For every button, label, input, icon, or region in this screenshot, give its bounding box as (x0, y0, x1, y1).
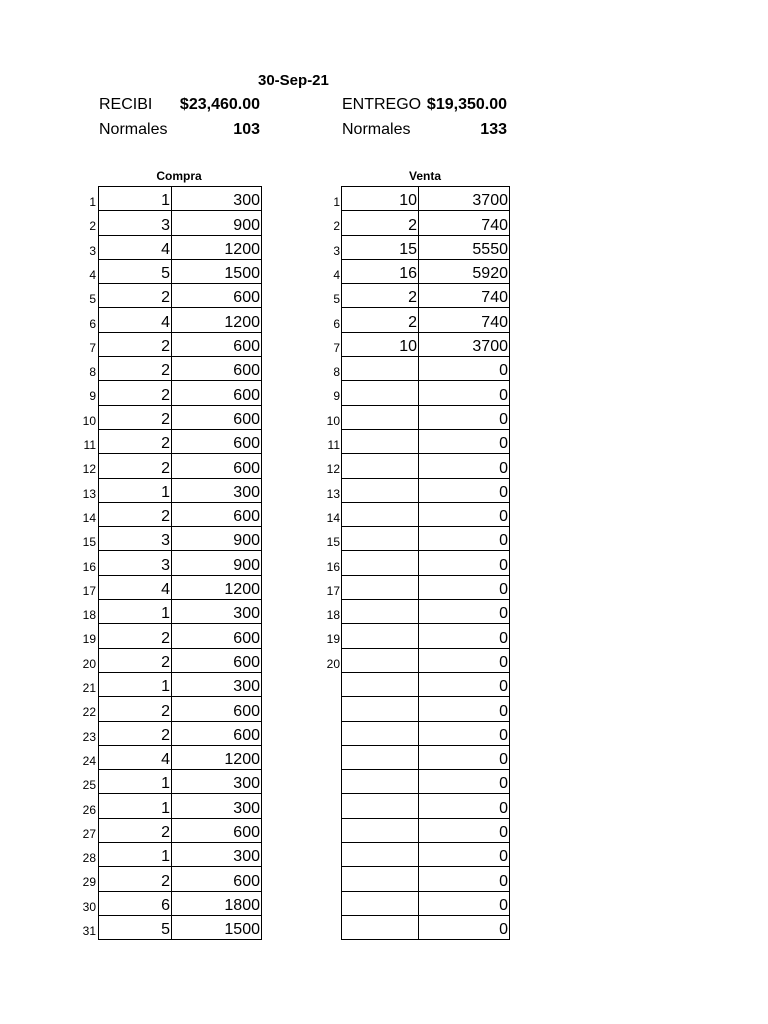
row-number: 17 (82, 583, 96, 598)
purchase-amount-cell[interactable]: 900 (172, 211, 262, 235)
sale-amount-cell[interactable]: 740 (419, 308, 510, 332)
purchase-amount-cell[interactable]: 600 (172, 405, 262, 429)
report-date: 30-Sep-21 (258, 72, 329, 89)
sale-qty-cell[interactable] (342, 818, 419, 842)
sale-qty-cell[interactable] (342, 915, 419, 939)
sale-qty-cell[interactable] (342, 429, 419, 453)
purchase-amount-cell[interactable]: 600 (172, 454, 262, 478)
purchase-row (99, 867, 262, 891)
purchase-row (99, 794, 262, 818)
sale-qty-cell[interactable]: 10 (342, 332, 419, 356)
sale-amount-cell[interactable]: 0 (419, 745, 510, 769)
purchase-caption: Compra (156, 169, 202, 183)
purchase-qty-cell[interactable]: 1 (99, 843, 172, 867)
sale-amount-cell[interactable]: 0 (419, 502, 510, 526)
purchase-qty-cell[interactable]: 2 (99, 697, 172, 721)
row-number: 30 (82, 899, 96, 914)
sale-row (342, 381, 510, 405)
purchase-qty-cell[interactable]: 1 (99, 770, 172, 794)
sale-qty-cell[interactable] (342, 843, 419, 867)
sale-amount-cell[interactable]: 5920 (419, 259, 510, 283)
row-number: 6 (89, 316, 96, 331)
purchase-row (99, 284, 262, 308)
sale-amount-cell[interactable]: 3700 (419, 332, 510, 356)
purchase-row (99, 745, 262, 769)
row-number: 25 (82, 778, 96, 793)
row-number: 8 (89, 365, 96, 380)
purchase-row (99, 259, 262, 283)
sale-amount-cell[interactable]: 0 (419, 843, 510, 867)
row-number: 20 (326, 656, 340, 671)
sale-row (342, 284, 510, 308)
purchase-row (99, 843, 262, 867)
sale-qty-cell[interactable] (342, 672, 419, 696)
sale-qty-cell[interactable]: 10 (342, 187, 419, 211)
purchase-qty-cell[interactable]: 6 (99, 891, 172, 915)
row-number: 16 (82, 559, 96, 574)
sale-row (342, 843, 510, 867)
row-number: 5 (333, 292, 340, 307)
purchase-qty-cell[interactable]: 1 (99, 794, 172, 818)
sale-amount-cell[interactable]: 0 (419, 381, 510, 405)
purchase-amount-cell[interactable]: 600 (172, 818, 262, 842)
purchase-amount-cell[interactable]: 600 (172, 429, 262, 453)
sale-amount-cell[interactable]: 0 (419, 624, 510, 648)
row-number: 24 (82, 753, 96, 768)
purchase-row (99, 915, 262, 939)
purchase-amount-cell[interactable]: 300 (172, 794, 262, 818)
sale-amount-cell[interactable]: 0 (419, 648, 510, 672)
sale-qty-cell[interactable] (342, 648, 419, 672)
sale-amount-cell[interactable]: 0 (419, 915, 510, 939)
sale-row (342, 211, 510, 235)
purchase-qty-cell[interactable]: 4 (99, 235, 172, 259)
purchase-row (99, 308, 262, 332)
purchase-qty-cell[interactable]: 3 (99, 527, 172, 551)
row-number: 26 (82, 802, 96, 817)
row-number: 15 (326, 535, 340, 550)
row-number: 12 (82, 462, 96, 477)
sale-amount-cell[interactable]: 0 (419, 891, 510, 915)
sale-qty-cell[interactable] (342, 551, 419, 575)
purchase-qty-cell[interactable]: 2 (99, 381, 172, 405)
row-number: 8 (333, 365, 340, 380)
row-number: 18 (326, 608, 340, 623)
row-number: 3 (89, 243, 96, 258)
sale-amount-cell[interactable]: 0 (419, 600, 510, 624)
sale-qty-cell[interactable]: 2 (342, 308, 419, 332)
row-number: 27 (82, 826, 96, 841)
sale-row (342, 527, 510, 551)
delivered-amount: $19,350.00 (426, 96, 507, 113)
purchase-qty-cell[interactable]: 2 (99, 867, 172, 891)
sale-qty-cell[interactable] (342, 721, 419, 745)
sale-amount-cell[interactable]: 0 (419, 575, 510, 599)
purchase-row (99, 697, 262, 721)
purchase-qty-cell[interactable]: 1 (99, 478, 172, 502)
sale-row (342, 770, 510, 794)
purchase-row (99, 770, 262, 794)
sale-amount-cell[interactable]: 0 (419, 697, 510, 721)
purchase-row (99, 332, 262, 356)
sale-row (342, 818, 510, 842)
purchase-row (99, 600, 262, 624)
purchase-amount-cell[interactable]: 1200 (172, 235, 262, 259)
sale-amount-cell[interactable]: 0 (419, 527, 510, 551)
sale-amount-cell[interactable]: 0 (419, 551, 510, 575)
sale-row (342, 891, 510, 915)
row-number: 28 (82, 851, 96, 866)
row-number: 2 (89, 219, 96, 234)
purchase-amount-cell[interactable]: 300 (172, 600, 262, 624)
sale-row (342, 624, 510, 648)
purchase-amount-cell[interactable]: 600 (172, 502, 262, 526)
row-number: 7 (333, 340, 340, 355)
purchase-amount-cell[interactable]: 900 (172, 527, 262, 551)
received-amount: $23,460.00 (179, 96, 260, 113)
row-number: 1 (89, 195, 96, 209)
row-number: 13 (82, 486, 96, 501)
sale-amount-cell[interactable]: 0 (419, 721, 510, 745)
sale-row (342, 867, 510, 891)
received-label: RECIBI (99, 96, 153, 113)
sale-row (342, 187, 510, 211)
purchase-row (99, 624, 262, 648)
purchase-amount-cell[interactable]: 600 (172, 284, 262, 308)
right-normales-label: Normales (342, 121, 411, 138)
row-number: 15 (82, 535, 96, 550)
row-number: 5 (89, 292, 96, 307)
purchase-row (99, 187, 262, 211)
sale-row (342, 308, 510, 332)
row-number: 7 (89, 340, 96, 355)
row-number: 11 (327, 438, 340, 452)
row-number: 22 (82, 705, 96, 720)
sale-row (342, 478, 510, 502)
row-number: 29 (82, 875, 96, 890)
sale-row (342, 551, 510, 575)
purchase-row (99, 575, 262, 599)
purchase-qty-cell[interactable]: 2 (99, 624, 172, 648)
row-number: 14 (82, 510, 96, 525)
row-number: 2 (333, 219, 340, 234)
row-number: 31 (82, 924, 96, 938)
purchase-qty-cell[interactable]: 4 (99, 745, 172, 769)
row-number: 10 (82, 413, 96, 428)
sale-caption: Venta (408, 169, 441, 183)
sale-row (342, 429, 510, 453)
row-number: 16 (326, 559, 340, 574)
sale-amount-cell[interactable]: 0 (419, 478, 510, 502)
purchase-qty-cell[interactable]: 2 (99, 284, 172, 308)
purchase-qty-cell[interactable]: 3 (99, 211, 172, 235)
sale-row (342, 794, 510, 818)
purchase-qty-cell[interactable]: 2 (99, 332, 172, 356)
purchase-row (99, 527, 262, 551)
purchase-qty-cell[interactable]: 2 (99, 357, 172, 381)
sale-amount-cell[interactable]: 0 (419, 405, 510, 429)
row-number: 19 (82, 632, 96, 647)
sale-row (342, 454, 510, 478)
purchase-qty-cell[interactable]: 1 (99, 600, 172, 624)
purchase-qty-cell[interactable]: 1 (99, 187, 172, 211)
sale-qty-cell[interactable]: 2 (342, 284, 419, 308)
purchase-row (99, 211, 262, 235)
row-number: 1 (333, 195, 340, 209)
row-number: 11 (83, 438, 96, 452)
purchase-amount-cell[interactable]: 600 (172, 332, 262, 356)
sale-row (342, 235, 510, 259)
sale-qty-cell[interactable] (342, 478, 419, 502)
sale-amount-cell[interactable]: 0 (419, 672, 510, 696)
purchase-amount-cell[interactable]: 900 (172, 551, 262, 575)
row-number: 13 (326, 486, 340, 501)
sale-qty-cell[interactable] (342, 891, 419, 915)
purchase-row (99, 478, 262, 502)
purchase-qty-cell[interactable]: 3 (99, 551, 172, 575)
purchase-row (99, 891, 262, 915)
purchase-row (99, 721, 262, 745)
purchase-amount-cell[interactable]: 600 (172, 648, 262, 672)
sale-qty-cell[interactable]: 16 (342, 259, 419, 283)
purchase-row (99, 551, 262, 575)
row-number: 10 (326, 413, 340, 428)
purchase-amount-cell[interactable]: 600 (172, 381, 262, 405)
purchase-row (99, 405, 262, 429)
purchase-amount-cell[interactable]: 300 (172, 770, 262, 794)
purchase-qty-cell[interactable]: 2 (99, 454, 172, 478)
purchase-amount-cell[interactable]: 1500 (172, 259, 262, 283)
purchase-amount-cell[interactable]: 1800 (172, 891, 262, 915)
sale-qty-cell[interactable] (342, 794, 419, 818)
purchase-qty-cell[interactable]: 2 (99, 721, 172, 745)
purchase-qty-cell[interactable]: 2 (99, 429, 172, 453)
sale-row (342, 672, 510, 696)
sale-row (342, 332, 510, 356)
purchase-amount-cell[interactable]: 300 (172, 187, 262, 211)
sale-qty-cell[interactable]: 15 (342, 235, 419, 259)
purchase-row (99, 648, 262, 672)
purchase-row (99, 818, 262, 842)
sale-qty-cell[interactable] (342, 867, 419, 891)
sale-row (342, 721, 510, 745)
sale-qty-cell[interactable] (342, 357, 419, 381)
purchase-row (99, 429, 262, 453)
purchase-qty-cell[interactable]: 5 (99, 259, 172, 283)
row-number: 14 (326, 510, 340, 525)
purchase-row (99, 357, 262, 381)
row-number: 9 (89, 389, 96, 404)
sale-amount-cell[interactable]: 0 (419, 867, 510, 891)
purchase-amount-cell[interactable]: 300 (172, 672, 262, 696)
sale-row (342, 745, 510, 769)
row-number: 4 (333, 267, 340, 282)
purchase-row (99, 381, 262, 405)
sale-amount-cell[interactable]: 5550 (419, 235, 510, 259)
purchase-row (99, 235, 262, 259)
sale-row (342, 915, 510, 939)
purchase-row (99, 502, 262, 526)
sale-qty-cell[interactable] (342, 745, 419, 769)
purchase-qty-cell[interactable]: 1 (99, 672, 172, 696)
sale-table (341, 186, 510, 940)
sale-row (342, 405, 510, 429)
delivered-label: ENTREGO (342, 96, 422, 113)
purchase-qty-cell[interactable]: 4 (99, 575, 172, 599)
sale-amount-cell[interactable]: 740 (419, 284, 510, 308)
row-number: 12 (326, 462, 340, 477)
sale-amount-cell[interactable]: 0 (419, 454, 510, 478)
purchase-table (98, 186, 262, 940)
purchase-amount-cell[interactable]: 300 (172, 843, 262, 867)
purchase-amount-cell[interactable]: 600 (172, 624, 262, 648)
row-number: 4 (89, 267, 96, 282)
right-normales-value: 133 (480, 121, 507, 138)
sale-qty-cell[interactable] (342, 502, 419, 526)
purchase-amount-cell[interactable]: 1200 (172, 745, 262, 769)
left-normales-label: Normales (99, 121, 168, 138)
sale-row (342, 600, 510, 624)
row-number: 17 (326, 583, 340, 598)
left-normales-value: 103 (233, 121, 260, 138)
sale-amount-cell[interactable]: 0 (419, 770, 510, 794)
row-number: 23 (82, 729, 96, 744)
sale-qty-cell[interactable] (342, 770, 419, 794)
sale-qty-cell[interactable] (342, 527, 419, 551)
row-number: 20 (82, 656, 96, 671)
purchase-qty-cell[interactable]: 2 (99, 405, 172, 429)
sale-qty-cell[interactable] (342, 600, 419, 624)
purchase-amount-cell[interactable]: 600 (172, 721, 262, 745)
sale-qty-cell[interactable] (342, 381, 419, 405)
purchase-row (99, 672, 262, 696)
sale-amount-cell[interactable]: 0 (419, 429, 510, 453)
sale-row (342, 697, 510, 721)
purchase-amount-cell[interactable]: 1200 (172, 575, 262, 599)
sale-row (342, 259, 510, 283)
sale-qty-cell[interactable] (342, 575, 419, 599)
sale-qty-cell[interactable] (342, 454, 419, 478)
purchase-qty-cell[interactable]: 5 (99, 915, 172, 939)
purchase-amount-cell[interactable]: 600 (172, 697, 262, 721)
sale-row (342, 502, 510, 526)
purchase-amount-cell[interactable]: 300 (172, 478, 262, 502)
row-number: 3 (333, 243, 340, 258)
row-number: 9 (333, 389, 340, 404)
sale-qty-cell[interactable] (342, 697, 419, 721)
sale-qty-cell[interactable]: 2 (342, 211, 419, 235)
row-number: 6 (333, 316, 340, 331)
row-number: 19 (326, 632, 340, 647)
sale-amount-cell[interactable]: 0 (419, 357, 510, 381)
sale-qty-cell[interactable] (342, 624, 419, 648)
sale-amount-cell[interactable]: 0 (419, 818, 510, 842)
purchase-amount-cell[interactable]: 600 (172, 867, 262, 891)
sale-amount-cell[interactable]: 3700 (419, 187, 510, 211)
sale-row (342, 575, 510, 599)
purchase-qty-cell[interactable]: 2 (99, 502, 172, 526)
purchase-qty-cell[interactable]: 2 (99, 648, 172, 672)
purchase-qty-cell[interactable]: 4 (99, 308, 172, 332)
purchase-amount-cell[interactable]: 1500 (172, 915, 262, 939)
sale-amount-cell[interactable]: 740 (419, 211, 510, 235)
purchase-qty-cell[interactable]: 2 (99, 818, 172, 842)
sale-row (342, 357, 510, 381)
row-number: 21 (82, 681, 96, 695)
sale-qty-cell[interactable] (342, 405, 419, 429)
sale-amount-cell[interactable]: 0 (419, 794, 510, 818)
purchase-amount-cell[interactable]: 1200 (172, 308, 262, 332)
sale-row (342, 648, 510, 672)
purchase-row (99, 454, 262, 478)
purchase-amount-cell[interactable]: 600 (172, 357, 262, 381)
row-number: 18 (82, 608, 96, 623)
